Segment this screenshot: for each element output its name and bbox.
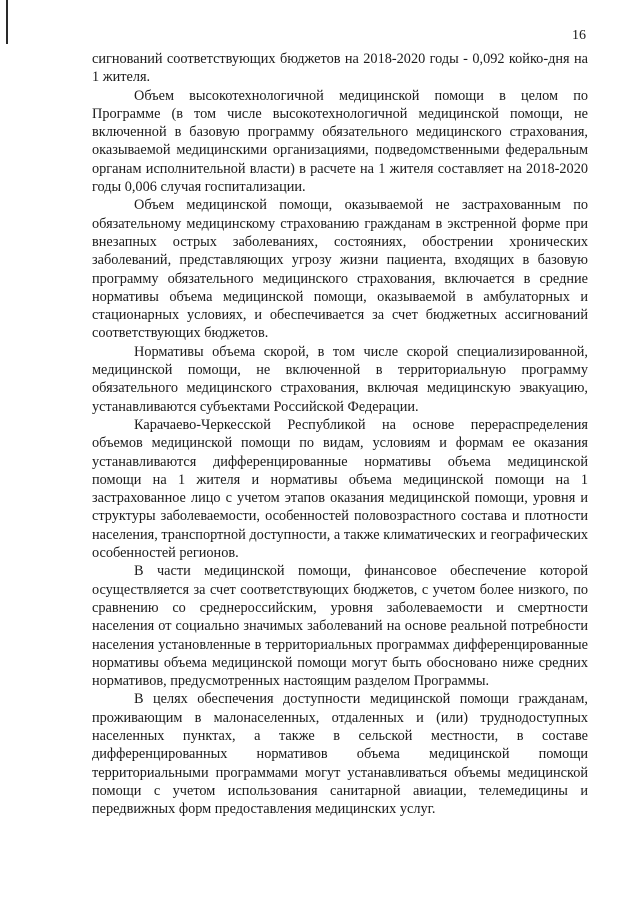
document-body [92,50,588,818]
paragraph-5: Карачаево-Черкесской Республикой на основе перераспределения объемов медицинской помощи по видам, условиям и формам ее оказания устанавливаются дифференцированные нормативы объема медицинской помощи на 1 жителя и нормативы объема медицинской помощи на 1 застрахованное лицо с учетом этапов оказания медицинской помощи, уровня и структуры заболеваемости, особенностей половозрастного состава и плотности населения, транспортной доступности, а также климатических и географических особенностей регионов. [92,416,588,562]
paragraph-4: Нормативы объема скорой, в том числе скорой специализированной, медицинской помощи, не включенной в территориальную программу обязательного медицинского страхования, включая медицинскую эвакуацию, устанавливаются субъектами Российской Федерации. [92,343,588,415]
paragraph-1: сигнований соответствующих бюджетов на 2018-2020 годы - 0,092 койко-дня на 1 жителя. [92,51,588,86]
paragraph-3: Объем медицинской помощи, оказываемой не застрахованным по обязательному медицинскому страхованию гражданам в экстренной форме при внезапных острых заболеваниях, состояниях, обострении хронических заболеваний, представляющих угрозу жизни пациента, входящих в базовую программу обязательного медицинского страхования, включается в средние нормативы объема медицинской помощи, оказываемой в амбулаторных и стационарных условиях, и обеспечивается за счет бюджетных ассигнований соответствующих бюджетов. [92,197,588,342]
paragraph-2: Объем высокотехнологичной медицинской помощи в целом по Программе (в том числе высокотехнологичной медицинской помощи, не включенной в базовую программу обязательного медицинского страхования, оказываемой медицинскими организациями, подведомственными федеральным органам исполнительной власти) в расчете на 1 жителя составляет на 2018-2020 годы 0,006 случая госпитализации. [92,87,588,196]
paragraph-7: В целях обеспечения доступности медицинской помощи гражданам, проживающим в малонаселенных, отдаленных и (или) труднодоступных населенных пунктах, а также в сельской местности, в составе дифференцированных нормативов объема медицинской помощи территориальными программами могут устанавливаться объемы медицинской помощи с учетом использования санитарной авиации, телемедицины и передвижных форм предоставления медицинских услуг. [92,691,588,818]
paragraph-6: В части медицинской помощи, финансовое обеспечение которой осуществляется за счет соответствующих бюджетов, с учетом более низкого, по сравнению со среднероссийским, уровня заболеваемости и смертности населения от социально значимых заболеваний на основе реальной потребности населения установленные в территориальных программах дифференцированные нормативы объема медицинской помощи могут быть обосновано ниже средних нормативов, предусмотренных настоящим разделом Программы. [92,563,588,690]
scan-edge-mark [6,0,8,44]
page-number: 16 [572,28,586,43]
